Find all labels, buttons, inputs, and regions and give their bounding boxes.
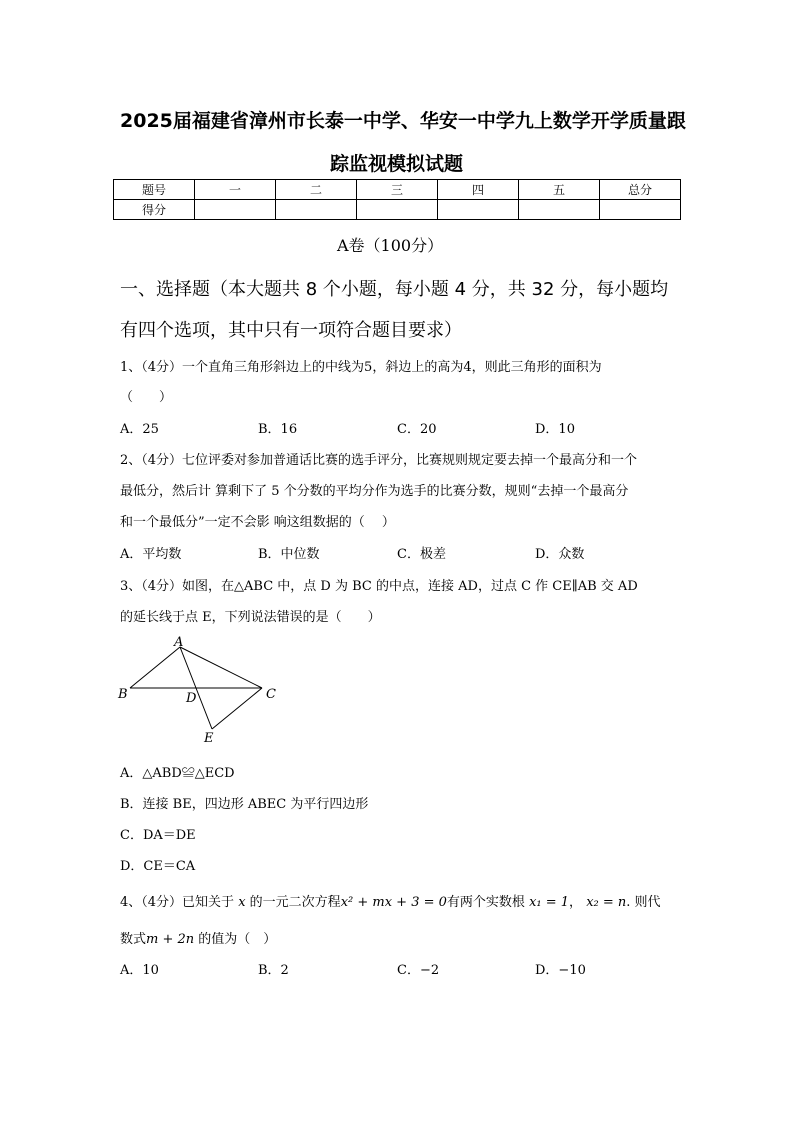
segment-ab [130,647,180,688]
label-a: A [174,635,184,650]
label-e: E [204,731,214,746]
score-header-cell: 二 [276,180,357,200]
score-cell [600,200,681,220]
score-header-cell: 一 [195,180,276,200]
q2-text-line2: 最低分，然后计 算剩下了 5 个分数的平均分作为选手的比赛分数，规则“去掉一个最高分 [120,484,629,499]
q4-text-line2 [120,928,276,947]
section1-title-line1: 一、选择题（本大题共 8 个小题，每小题 4 分，共 32 分，每小题均 [120,279,669,300]
q4-mid1: 的一元二次方程 [249,895,341,910]
q2-text-line1: 2、（4分）七位评委对参加普通话比赛的选手评分，比赛规则规定要去掉一个最高分和一个 [120,453,638,468]
exam-title-line2: 踪监视模拟试题 [330,153,464,175]
q2-text-line3: 和一个最低分”一定不会影 响这组数据的（ ） [120,515,395,530]
q4-suffix: . 则代 [626,895,661,910]
score-cell [195,200,276,220]
q2-option-d: D．众数 [535,547,585,562]
score-header-cell: 三 [357,180,438,200]
exam-title-line1: 2025届福建省漳州市长泰一中学、华安一中学九上数学开学质量跟 [120,110,686,132]
q3-option-a: A．△ABD≌△ECD [120,766,235,781]
q4-root2: x₂ = n [586,895,627,910]
q1-option-c: C．20 [397,422,437,437]
q3-text-line2: 的延长线于点 E，下列说法错误的是（ ） [120,610,381,625]
paper-section-title: A卷（100分） [337,236,444,255]
q4-option-a: A．10 [120,963,159,978]
label-d: D [186,691,197,706]
q4-line2-prefix: 数式 [120,932,147,947]
q2-option-b: B．中位数 [258,547,320,562]
q4-expr: m + 2n [146,932,195,947]
q1-text-line2: （ ） [120,390,173,405]
q3-option-b: B．连接 BE，四边形 ABEC 为平行四边形 [120,797,369,812]
q4-root1: x₁ = 1 [529,895,570,910]
label-c: C [266,687,276,702]
score-table-score-row [114,200,681,220]
q3-text-line1: 3、（4分）如图，在△ABC 中，点 D 为 BC 的中点，连接 AD，过点 C 作 CE∥AB 交 AD [120,579,638,594]
score-header-cell: 四 [438,180,519,200]
q4-equation: x² + mx + 3 = 0 [340,895,447,910]
score-header-cell: 五 [519,180,600,200]
score-cell [519,200,600,220]
q4-option-c: C．−2 [397,963,440,978]
q4-sep: ， [569,895,583,910]
score-table [113,179,681,220]
score-table-header-row [114,180,681,200]
label-b: B [118,687,128,702]
section1-title-line2: 有四个选项，其中只有一项符合题目要求） [120,320,462,341]
q4-mid2: 有两个实数根 [446,895,525,910]
q1-text-line1: 1、（4分）一个直角三角形斜边上的中线为5，斜边上的高为4，则此三角形的面积为 [120,360,602,375]
q4-option-d: D．−10 [535,963,586,978]
q1-option-a: A．25 [120,422,159,437]
q1-option-d: D．10 [535,422,575,437]
score-cell [438,200,519,220]
score-header-cell: 总分 [600,180,681,200]
q3-option-c: C．DA＝DE [120,828,196,843]
q4-line2-suffix: 的值为（ ） [198,932,277,947]
q4-var-x: x [238,895,246,910]
segment-ce [212,688,262,729]
segment-ac [180,647,262,688]
score-header-cell: 题号 [114,180,195,200]
score-cell [357,200,438,220]
q2-option-a: A．平均数 [120,547,182,562]
q4-text-line1 [120,891,661,910]
q2-option-c: C．极差 [397,547,446,562]
score-cell [276,200,357,220]
q3-option-d: D．CE＝CA [120,859,196,874]
triangle-figure [110,632,300,747]
q1-option-b: B．16 [258,422,298,437]
q4-prefix: 4、（4分）已知关于 [120,895,235,910]
q4-option-b: B．2 [258,963,289,978]
score-row-label: 得分 [114,200,195,220]
